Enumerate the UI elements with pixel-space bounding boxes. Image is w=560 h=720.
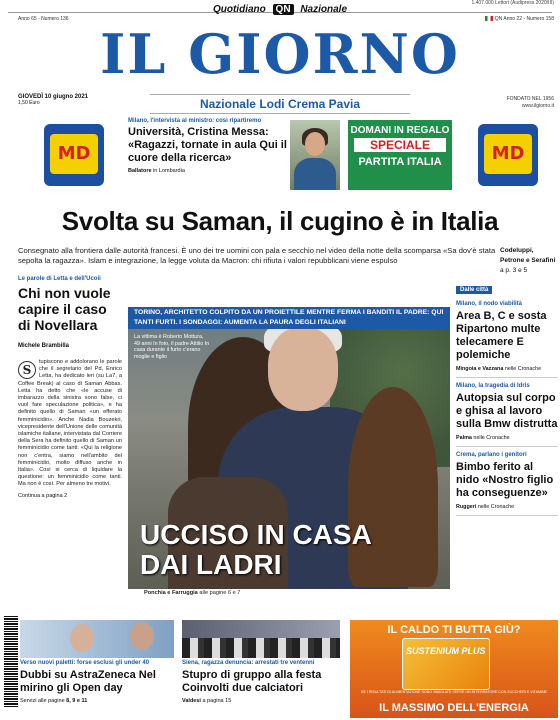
main-byline [500,246,556,276]
website[interactable]: www.ilgiorno.it [522,103,554,109]
tagline-left: Quotidiano [212,4,266,15]
photo-crowd [182,638,340,658]
bottom-headline: Stupro di gruppo alla festa Coinvolti due calciatori [182,669,322,694]
photo-headline[interactable] [140,520,372,580]
vaccine-photo[interactable] [20,620,174,658]
photo-authors: Ponchia e Farruggia [144,590,198,596]
qn-logo: QN [273,4,294,15]
sustenium-ad[interactable] [350,620,558,718]
city-news-byline [456,366,558,372]
city-news-item[interactable] [456,378,558,447]
editorial-continue[interactable]: Continua a pagina 2 [18,492,68,499]
main-headline[interactable]: Svolta su Saman, il cugino è in Italia [61,206,499,236]
photo-kicker-bar: TORINO, ARCHITETTO COLPITO DA UN PROIETTILE MENTRE FERMA I BANDITI IL PADRE: QUI TANTI FURTI. I SONDAGGI: AUMENTA LA PAURA DEGLI ITALIANI [128,307,450,329]
bottom-continue [20,698,174,704]
interview-kicker: Milano, l'intervista al ministro: così ripartiremo [128,118,262,124]
ad-footer: IL MASSIMO DELL'ENERGIA [379,702,529,714]
gift-promo-top: DOMANI IN REGALO [350,125,450,136]
city-news-byline [456,504,558,510]
main-lede: Consegnato alla frontiera dalle autorità francesi. È uno dei tre uomini con pala e secchio nel video della notte della scomparsa «Sa dov'è stata sepolta la ragazza». Islam e integrazione, la legge voluta da Macron: chi rifiuta i valori repubblicani viene espulso [18,246,496,265]
portrait-face [305,132,325,156]
gift-promo[interactable] [348,120,452,190]
ad-headline: IL CALDO TI BUTTA GIÙ? [387,624,521,636]
md-logo-right[interactable] [478,124,538,186]
city-news-section: nelle Cronache [477,504,515,510]
city-news-authors: Palma [456,435,472,441]
gift-promo-mid: SPECIALE [354,138,446,152]
ad-disclaimer: SE I RISULTATI DI ALIMENTAZIONE SONO SBAGLIATI SERVE UN INTEGRATORE CON ZUCCHERI E VITAMINE [361,690,547,694]
gift-promo-bot: PARTITA ITALIA [358,156,442,168]
bottom-continue-prefix: Servizi alle pagine [20,698,65,704]
photo-headline-line2: DAI LADRI [140,549,282,580]
city-news-section: nelle Cronache [504,366,542,372]
editorial-headline[interactable]: Chi non vuole capire il caso di Novellara [18,285,111,333]
main-pages: a p. 3 e 5 [500,267,528,274]
issue-number: Anno 65 - Numero 136 [18,16,69,22]
md-logo-text: MD [491,143,525,164]
md-logo-inner [484,134,532,174]
bottom-story-vaccine[interactable] [20,660,174,704]
photo-caption: La vittima è Roberto Mottura, 49 anni In foto, il padre Attilio In casa durante il furto c'erano moglie e figlio [134,334,210,360]
photo-person [130,622,154,650]
issue-date: GIOVEDÌ 10 giugno 2021 [18,94,89,100]
city-news-label: Dalle città [456,286,492,294]
city-news-headline: Autopsia sul corpo e ghisa al lavoro sulla Bmw distrutta [456,392,558,430]
interview-section: in Lombardia [153,168,185,174]
md-logo-text: MD [57,143,91,164]
bottom-continue [182,698,344,704]
bottom-continue-pages: 8, 9 e 11 [66,698,88,704]
interview-teaser[interactable] [128,118,288,174]
city-news-column [456,278,558,516]
minister-portrait [290,120,340,190]
photo-man-face [268,327,338,411]
editorial-author: Michele Brambilla [18,343,70,349]
interview-byline [128,168,288,174]
interview-headline: Università, Cristina Messa: «Ragazzi, tornate in aula Qui il cuore della ricerca» [128,126,287,164]
main-authors: Codeluppi, Petrone e Serafini [500,247,556,264]
photo-byline [144,590,240,596]
photo-person [70,624,94,652]
bottom-continue-prefix: Valdesi [182,698,201,704]
editorial-column [18,276,122,499]
top-strip [0,0,560,22]
city-news-item[interactable] [456,296,558,378]
city-news-kicker: Milano, la tragedia di Idris [456,383,530,389]
italy-flag-icon [485,16,493,21]
founded-info [507,96,554,110]
photo-headline-line1: UCCISO IN CASA [140,519,372,550]
md-logo-inner [50,134,98,174]
city-news-authors: Mingoia e Vazzana [456,366,504,372]
bottom-headline: Dubbi su AstraZeneca Nel mirino gli Open day [20,669,156,694]
dateline [18,94,88,106]
photo-pages: alle pagine 6 e 7 [199,590,241,596]
bottom-continue-pages: a pagina 15 [202,698,232,704]
editorial-text: tupiscono e addolorano le parole che il segretario del Pd, Enrico Letta, ha dedicato ieri (su La7, a Coffee Break) al caso di Saman Abbas. Letta ha detto che «le accuse di imbarazzo della sinistra sono false, ci vuol fare speculazione politica», e ha definito quello di Saman «un efferato femminicidio». Anche Nadia Bouzekri, vicepresidente dell'Unione delle comunità islamiche italiane, intervistata dal Corriere della Sera ha definito quello di Saman un femminicidio come tanti: «Qui la religione non c'entra, siamo nell'ambito del femminicidio, molto diffuso anche in Italia». Così si cerca di liquidare la questione: un femminicidio come tanti. Ma non è così. Per almeno tre motivi. [18,359,122,488]
readers-count: 1.407.000 Lettori (Audipress 2020/III) [471,0,554,6]
issue-price: 1,50 Euro [18,100,40,106]
city-news-byline [456,435,558,441]
interview-author: Ballatore [128,168,152,174]
city-news-kicker: Crema, parlano i genitori [456,452,527,458]
editorial-body [18,359,122,489]
dropcap: S [18,361,36,379]
city-news-section: nelle Cronache [473,435,510,441]
barcode [4,616,18,708]
portrait-body [294,158,336,190]
founded-year: FONDATO NEL 1956 [506,96,554,102]
city-news-item[interactable] [456,447,558,516]
city-news-headline: Area B, C e sosta Ripartono multe telecamere E polemiche [456,310,547,361]
bottom-story-siena[interactable] [182,660,344,704]
qn-issue-text: QN Anno 22 - Numero 158 [494,16,554,22]
masthead: IL GIORNO [100,22,460,86]
qn-issue-number [485,16,554,22]
bottom-kicker: Verso nuovi paletti: forse esclusi gli under 40 [20,660,150,666]
md-logo-left[interactable] [44,124,104,186]
city-news-headline: Bimbo ferito al nido «Nostro figlio ha conseguenze» [456,461,554,499]
football-photo[interactable] [182,620,340,658]
city-news-authors: Ruggeri [456,504,477,510]
edition-subtitle: Nazionale Lodi Crema Pavia [150,94,410,114]
bottom-kicker: Siena, ragazza denuncia: arrestati tre ventenni [182,660,315,666]
tagline-right: Nazionale [300,4,348,15]
city-news-kicker: Milano, il nodo viabilità [456,301,523,307]
ad-brand: SUSTENIUM PLUS [406,646,486,656]
editorial-kicker: Le parole di Letta e dell'Ucoii [18,276,101,282]
